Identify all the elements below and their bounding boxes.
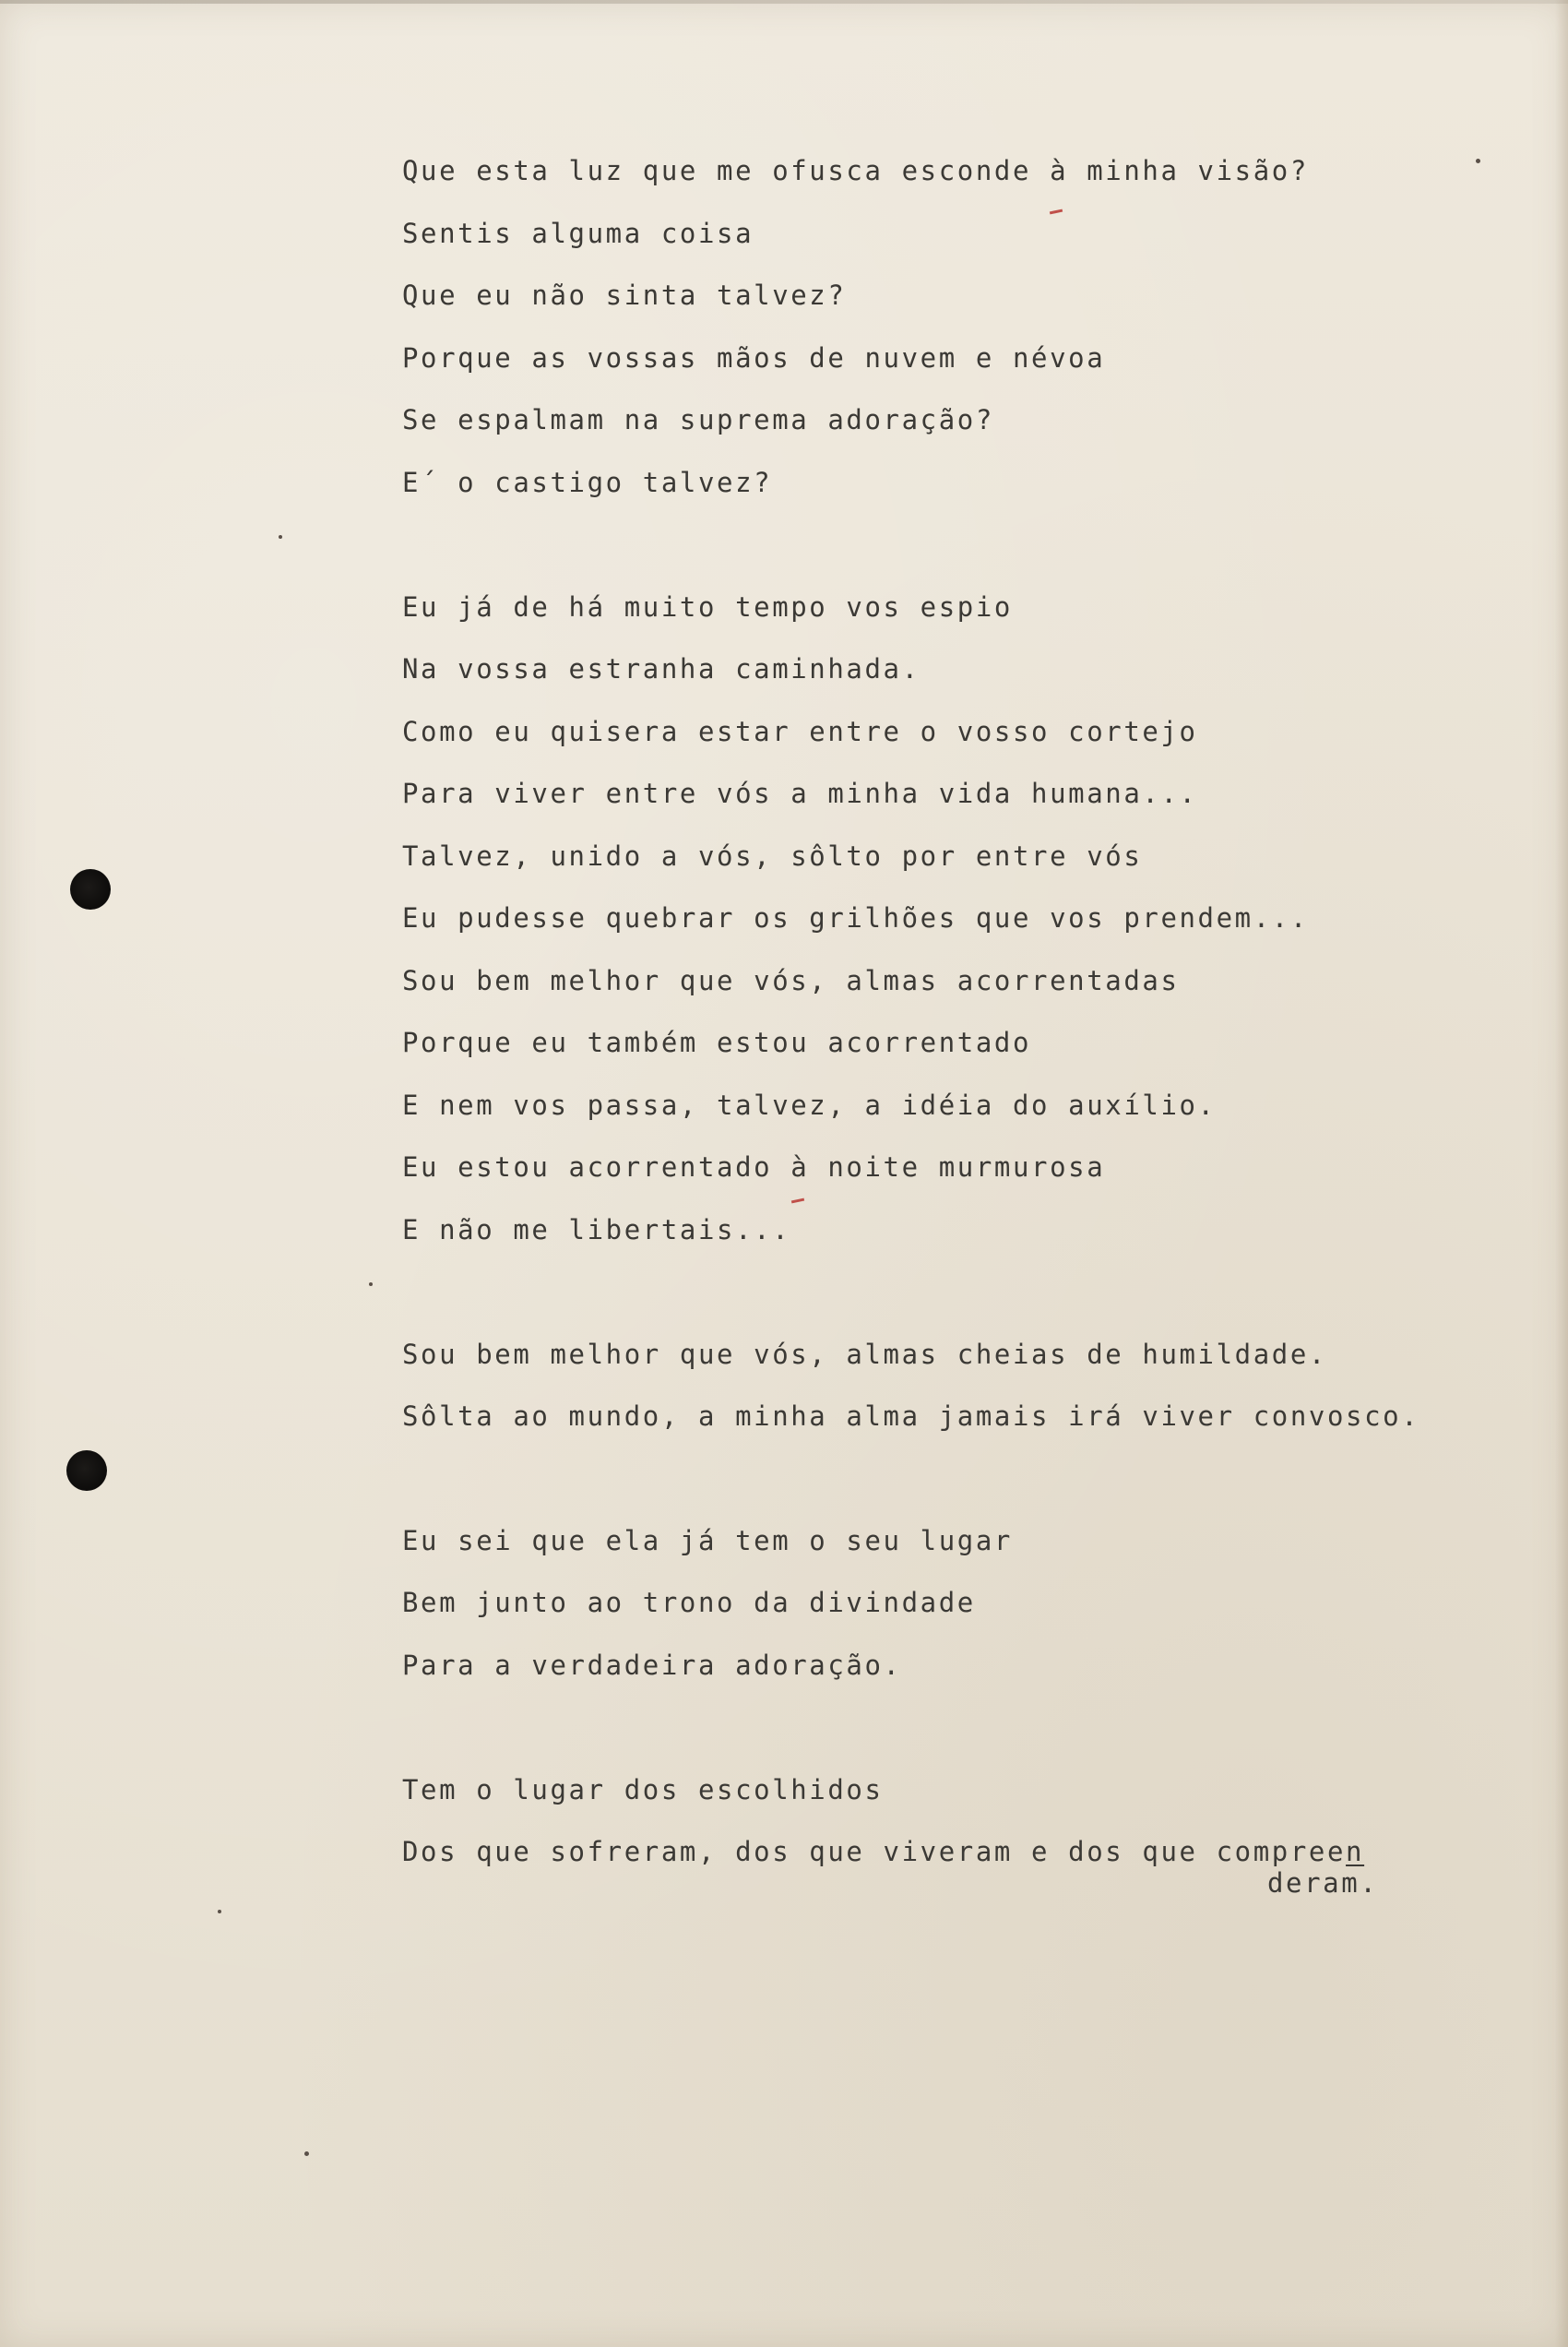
continuation-end: . <box>1360 1867 1379 1899</box>
poem-line: Eu estou acorrentado à noite murmurosa <box>402 1151 1106 1183</box>
paper-speck <box>279 535 282 539</box>
poem-line: Eu pudesse quebrar os grilhões que vos prendem... <box>402 902 1309 934</box>
continuation-middle: ram <box>1304 1867 1360 1899</box>
poem-line-final <box>402 1836 1364 1867</box>
poem-line: Que esta luz que me ofusca esconde à minha visão? <box>402 155 1309 186</box>
red-ink-mark <box>1050 209 1063 215</box>
poem-line: Que eu não sinta talvez? <box>402 280 847 311</box>
poem-line: Porque as vossas mãos de nuvem e névoa <box>402 342 1106 374</box>
poem-line-final-text: Dos que sofreram, dos que viveram e dos que compree <box>402 1836 1347 1867</box>
punch-hole-lower <box>66 1450 107 1491</box>
poem-line: Porque eu também estou acorrentado <box>402 1027 1032 1058</box>
paper-right-edge <box>1555 0 1568 2347</box>
poem-line: Sôlta ao mundo, a minha alma jamais irá viver convosco. <box>402 1400 1420 1432</box>
red-ink-mark <box>791 1198 804 1204</box>
paper-speck <box>218 1910 221 1913</box>
punch-hole-upper <box>70 869 111 910</box>
poem-line: E´ o castigo talvez? <box>402 467 773 498</box>
poem-line: Bem junto ao trono da divindade <box>402 1587 976 1618</box>
poem-line-continuation <box>1267 1867 1378 1899</box>
poem-line: Se espalmam na suprema adoração? <box>402 404 994 435</box>
paper-speck <box>369 1282 373 1286</box>
poem-line: Para a verdadeira adoração. <box>402 1650 902 1681</box>
poem-line: Para viver entre vós a minha vida humana... <box>402 778 1198 809</box>
poem-line: Como eu quisera estar entre o vosso cortejo <box>402 716 1198 747</box>
poem-line: Sou bem melhor que vós, almas acorrentadas <box>402 965 1180 996</box>
poem-line: E nem vos passa, talvez, a idéia do auxílio. <box>402 1090 1217 1121</box>
paper-speck <box>1476 159 1480 163</box>
poem-line: Eu sei que ela já tem o seu lugar <box>402 1525 1013 1556</box>
poem-line: E não me libertais... <box>402 1214 791 1245</box>
continuation-start: de <box>1267 1867 1305 1899</box>
poem-line: Na vossa estranha caminhada. <box>402 653 921 685</box>
poem-line: Eu já de há muito tempo vos espio <box>402 591 1013 623</box>
paper-speck <box>304 2151 309 2156</box>
poem-line: Tem o lugar dos escolhidos <box>402 1774 884 1805</box>
underlined-letter: n <box>1346 1836 1365 1867</box>
poem-line: Sentis alguma coisa <box>402 218 754 249</box>
poem-line: Sou bem melhor que vós, almas cheias de humildade. <box>402 1339 1327 1370</box>
poem-line: Talvez, unido a vós, sôlto por entre vós <box>402 840 1143 872</box>
paper-top-edge <box>0 0 1568 4</box>
